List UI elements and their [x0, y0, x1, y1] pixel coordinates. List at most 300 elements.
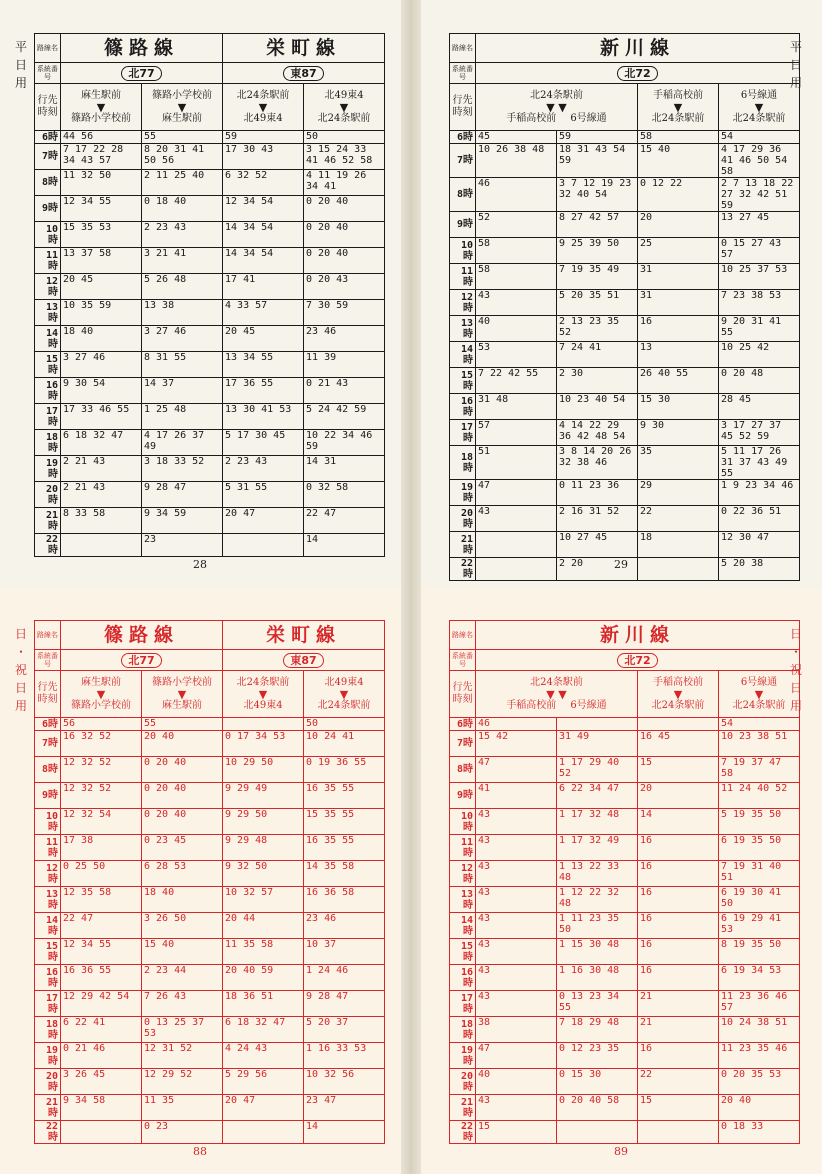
page-number: 88	[193, 1145, 207, 1158]
down-arrow-icon: ▼	[258, 100, 268, 114]
departure-minutes: 9 29 48	[223, 835, 304, 861]
departure-minutes: 15 40	[638, 144, 719, 178]
departure-minutes: 2 7 13 18 22 27 32 42 51 59	[719, 178, 800, 212]
departure-minutes: 53	[476, 342, 557, 368]
departure-minutes: 43	[476, 939, 557, 965]
hour-label: 6時	[450, 718, 476, 731]
departure-minutes: 11 32 50	[61, 170, 142, 196]
departure-minutes: 50	[304, 718, 385, 731]
departure-minutes: 6 19 30 41 50	[719, 887, 800, 913]
departure-minutes: 20 40 59	[223, 965, 304, 991]
book-gutter	[401, 0, 421, 587]
departure-minutes: 9 25 39 50	[557, 238, 638, 264]
down-arrow-icon: ▼ ▼	[546, 687, 567, 701]
destination-pair	[478, 113, 635, 125]
departure-minutes: 46	[476, 718, 557, 731]
departure-minutes: 3 21 41	[142, 248, 223, 274]
destination-stop: 北24条駅前	[317, 112, 371, 124]
departure-minutes: 12 34 55	[61, 939, 142, 965]
departure-minutes: 17 41	[223, 274, 304, 300]
hour-row	[35, 835, 385, 861]
weekday-side-label	[789, 38, 803, 92]
departure-minutes: 9 29 50	[223, 809, 304, 835]
departure-minutes: 13 38	[142, 300, 223, 326]
departure-minutes: 18 31 43 54 59	[557, 144, 638, 178]
departure-minutes: 40	[476, 316, 557, 342]
departure-minutes: 47	[476, 757, 557, 783]
down-arrow-icon: ▼	[96, 687, 106, 701]
departure-minutes: 2 21 43	[61, 456, 142, 482]
departure-minutes: 17 30 43	[223, 144, 304, 170]
departure-minutes: 0 21 43	[304, 378, 385, 404]
origin-stop: 篠路小学校前	[152, 676, 212, 688]
hour-row	[35, 508, 385, 534]
hour-row	[35, 783, 385, 809]
system-number-label: 系統番号	[450, 650, 476, 671]
holiday-side-label	[789, 625, 803, 715]
destination-row	[450, 671, 800, 718]
departure-minutes: 58	[638, 131, 719, 144]
departure-minutes: 12 32 54	[61, 809, 142, 835]
departure-minutes: 0 13 23 34 55	[557, 991, 638, 1017]
departure-minutes: 5 29 56	[223, 1069, 304, 1095]
departure-minutes: 2 23 43	[142, 222, 223, 248]
system-number-label: 系統番号	[35, 650, 61, 671]
departure-minutes: 3 18 33 52	[142, 456, 223, 482]
direction-cell	[719, 671, 800, 718]
hour-label: 16時	[450, 394, 476, 420]
departure-minutes: 0 21 46	[61, 1043, 142, 1069]
system-number-row	[450, 650, 800, 671]
departure-minutes	[223, 1121, 304, 1144]
departure-minutes: 0 20 40	[304, 248, 385, 274]
origin-stop: 北24条駅前	[236, 89, 290, 101]
route-badge-cell	[223, 650, 385, 671]
departure-minutes: 7 19 35 49	[557, 264, 638, 290]
departure-minutes: 0 23	[142, 1121, 223, 1144]
departure-minutes: 7 19 31 40 51	[719, 861, 800, 887]
hour-row	[35, 404, 385, 430]
hour-label: 19時	[35, 1043, 61, 1069]
departure-minutes: 3 26 45	[61, 1069, 142, 1095]
destination-stop: 北49東4	[243, 699, 283, 711]
departure-minutes: 13 30 41 53	[223, 404, 304, 430]
departure-minutes	[61, 1121, 142, 1144]
departure-minutes: 18 40	[61, 326, 142, 352]
departure-minutes: 20	[638, 783, 719, 809]
hour-row	[35, 131, 385, 144]
origin-stop: 北24条駅前	[530, 89, 583, 101]
destination-row	[450, 84, 800, 131]
hour-row	[35, 757, 385, 783]
origin-stop: 篠路小学校前	[152, 89, 212, 101]
line-name: 新川線	[476, 621, 800, 650]
origin-stop: 北49東4	[324, 89, 364, 101]
hour-label: 9時	[450, 783, 476, 809]
destination-stop: 篠路小学校前	[71, 112, 131, 124]
down-arrow-icon: ▼	[673, 687, 683, 701]
departure-minutes: 17 36 55	[223, 378, 304, 404]
hour-label: 14時	[35, 913, 61, 939]
route-name-label: 路線名	[35, 34, 61, 63]
departure-minutes: 9 20 31 41 55	[719, 316, 800, 342]
destination-stop: 北24条駅前	[732, 699, 786, 711]
departure-minutes	[638, 718, 719, 731]
hour-label: 15時	[35, 939, 61, 965]
departure-minutes: 0 20 40 58	[557, 1095, 638, 1121]
departure-minutes: 1 15 30 48	[557, 939, 638, 965]
destination-label: 行先	[37, 95, 58, 106]
departure-minutes: 7 17 22 28 34 43 57	[61, 144, 142, 170]
hour-row	[450, 718, 800, 731]
hour-label: 18時	[450, 1017, 476, 1043]
departure-minutes: 18 36 51	[223, 991, 304, 1017]
departure-minutes: 15 40	[142, 939, 223, 965]
departure-minutes: 16	[638, 965, 719, 991]
departure-minutes: 28 45	[719, 394, 800, 420]
departure-minutes: 12 34 54	[223, 196, 304, 222]
side-char: 日	[789, 627, 802, 641]
destination-stop: 麻生駅前	[162, 699, 202, 711]
departure-minutes: 51	[476, 446, 557, 480]
side-char: 日	[789, 681, 802, 695]
hour-label: 22時	[450, 1121, 476, 1144]
hour-row	[450, 480, 800, 506]
departure-minutes: 43	[476, 913, 557, 939]
departure-minutes	[638, 1121, 719, 1144]
hour-row	[450, 1095, 800, 1121]
departure-minutes: 7 23 38 53	[719, 290, 800, 316]
departure-minutes: 11 23 36 46 57	[719, 991, 800, 1017]
departure-minutes: 8 31 55	[142, 352, 223, 378]
destination-stop: 北24条駅前	[317, 699, 371, 711]
departure-minutes: 1 25 48	[142, 404, 223, 430]
hour-label: 12時	[35, 274, 61, 300]
departure-minutes: 2 13 23 35 52	[557, 316, 638, 342]
departure-minutes: 40	[476, 1069, 557, 1095]
departure-minutes: 11 24 40 52	[719, 783, 800, 809]
departure-minutes: 2 11 25 40	[142, 170, 223, 196]
departure-minutes: 0 20 40	[142, 757, 223, 783]
departure-minutes: 10 23 40 54	[557, 394, 638, 420]
departure-minutes: 1 17 32 49	[557, 835, 638, 861]
destination-label: 行先	[452, 95, 473, 106]
departure-minutes: 0 20 40	[142, 783, 223, 809]
hour-label: 9時	[35, 783, 61, 809]
hour-row	[35, 809, 385, 835]
departure-minutes: 6 22 41	[61, 1017, 142, 1043]
departure-minutes: 10 22 34 46 59	[304, 430, 385, 456]
hour-label: 6時	[35, 718, 61, 731]
hour-row	[35, 456, 385, 482]
departure-minutes: 0 17 34 53	[223, 731, 304, 757]
book-gutter	[401, 587, 421, 1174]
time-label: 時刻	[452, 107, 473, 118]
departure-minutes: 1 16 33 53	[304, 1043, 385, 1069]
destination-stop: 北49東4	[243, 112, 283, 124]
hour-row	[35, 144, 385, 170]
destination-label: 行先	[37, 682, 58, 693]
departure-minutes: 15 30	[638, 394, 719, 420]
departure-minutes: 16	[638, 316, 719, 342]
hour-label: 7時	[35, 144, 61, 170]
hour-label: 17時	[35, 404, 61, 430]
departure-minutes: 20 40	[719, 1095, 800, 1121]
side-char: 日	[14, 627, 27, 641]
departure-minutes: 1 9 23 34 46	[719, 480, 800, 506]
time-label: 時刻	[37, 694, 58, 705]
down-arrow-icon: ▼	[339, 687, 349, 701]
departure-minutes: 1 13 22 33 48	[557, 861, 638, 887]
timetable	[34, 33, 385, 557]
departure-minutes: 25	[638, 238, 719, 264]
departure-minutes: 5 11 17 26 31 37 43 49 55	[719, 446, 800, 480]
weekday-side-label	[14, 38, 28, 92]
departure-minutes: 55	[142, 718, 223, 731]
hour-label: 18時	[450, 446, 476, 480]
departure-minutes: 1 17 32 48	[557, 809, 638, 835]
route-badge: 北77	[121, 653, 161, 668]
departure-minutes: 9 28 47	[142, 482, 223, 508]
direction-cell	[638, 84, 719, 131]
departure-minutes: 11 39	[304, 352, 385, 378]
hour-row	[450, 178, 800, 212]
route-badge-cell	[223, 63, 385, 84]
departure-minutes	[223, 534, 304, 557]
direction-cell	[223, 671, 304, 718]
route-badge-cell	[476, 63, 800, 84]
hour-row	[35, 300, 385, 326]
departure-minutes: 6 22 34 47	[557, 783, 638, 809]
departure-minutes: 0 20 40	[304, 222, 385, 248]
departure-minutes: 8 19 35 50	[719, 939, 800, 965]
departure-minutes: 20 44	[223, 913, 304, 939]
departure-minutes: 20 45	[61, 274, 142, 300]
departure-minutes: 16	[638, 1043, 719, 1069]
departure-minutes: 41	[476, 783, 557, 809]
hour-label: 19時	[35, 456, 61, 482]
departure-minutes: 13 27 45	[719, 212, 800, 238]
departure-minutes: 4 17 26 37 49	[142, 430, 223, 456]
page-number: 29	[614, 558, 628, 571]
departure-minutes: 43	[476, 887, 557, 913]
hour-row	[450, 144, 800, 178]
hour-row	[35, 196, 385, 222]
direction-cell	[304, 84, 385, 131]
departure-minutes: 7 18 29 48	[557, 1017, 638, 1043]
departure-minutes: 1 24 46	[304, 965, 385, 991]
line-name: 栄町線	[223, 621, 385, 650]
hour-label: 17時	[35, 991, 61, 1017]
destination-row	[35, 84, 385, 131]
side-char: ・	[14, 645, 27, 659]
departure-minutes: 12 29 52	[142, 1069, 223, 1095]
departure-minutes: 13	[638, 342, 719, 368]
departure-minutes: 7 24 41	[557, 342, 638, 368]
departure-minutes: 31	[638, 290, 719, 316]
route-name-row	[35, 621, 385, 650]
hour-row	[35, 939, 385, 965]
hour-label: 10時	[450, 238, 476, 264]
departure-minutes: 15	[476, 1121, 557, 1144]
hour-row	[450, 212, 800, 238]
route-badge-cell	[476, 650, 800, 671]
departure-minutes: 5 26 48	[142, 274, 223, 300]
departure-minutes: 14	[304, 1121, 385, 1144]
departure-minutes: 0 25 50	[61, 861, 142, 887]
hour-row	[450, 238, 800, 264]
page-28	[0, 0, 400, 587]
page-88	[0, 587, 400, 1174]
hour-label: 17時	[450, 420, 476, 446]
hour-row	[450, 861, 800, 887]
route-badge: 東87	[283, 66, 323, 81]
hour-label: 22時	[35, 534, 61, 557]
departure-minutes: 12 32 52	[61, 783, 142, 809]
departure-minutes: 3 7 12 19 23 32 40 54	[557, 178, 638, 212]
departure-minutes: 23 46	[304, 913, 385, 939]
hour-label: 11時	[450, 835, 476, 861]
page-number: 89	[614, 1145, 628, 1158]
hour-row	[35, 170, 385, 196]
departure-minutes: 20 47	[223, 508, 304, 534]
departure-minutes: 10 26 38 48	[476, 144, 557, 178]
hour-label: 7時	[35, 731, 61, 757]
hour-label: 13時	[35, 887, 61, 913]
origin-stop: 手稲高校前	[653, 89, 703, 101]
hour-row	[35, 482, 385, 508]
departure-minutes: 14 31	[304, 456, 385, 482]
departure-minutes: 6 19 29 41 53	[719, 913, 800, 939]
hour-label: 14時	[35, 326, 61, 352]
side-char: ・	[789, 645, 802, 659]
hour-row	[35, 274, 385, 300]
hour-row	[450, 264, 800, 290]
departure-minutes: 22 47	[304, 508, 385, 534]
departure-minutes: 15	[638, 757, 719, 783]
departure-minutes: 13 37 58	[61, 248, 142, 274]
departure-minutes: 14 35 58	[304, 861, 385, 887]
side-char: 用	[14, 76, 27, 90]
departure-minutes: 16 35 55	[304, 783, 385, 809]
departure-minutes: 5 17 30 45	[223, 430, 304, 456]
departure-minutes: 0 23 45	[142, 835, 223, 861]
departure-minutes: 20 45	[223, 326, 304, 352]
departure-minutes: 0 20 40	[142, 809, 223, 835]
departure-minutes: 14 34 54	[223, 222, 304, 248]
departure-minutes: 16	[638, 939, 719, 965]
departure-minutes: 0 20 40	[304, 196, 385, 222]
route-badge: 東87	[283, 653, 323, 668]
system-number-label: 系統番号	[35, 63, 61, 84]
destination-label: 行先	[452, 682, 473, 693]
departure-minutes: 9 29 49	[223, 783, 304, 809]
departure-minutes: 58	[476, 238, 557, 264]
page-89	[421, 587, 821, 1174]
departure-minutes: 8 33 58	[61, 508, 142, 534]
departure-minutes: 2 20	[557, 558, 638, 581]
departure-minutes: 22 47	[61, 913, 142, 939]
hour-row	[450, 939, 800, 965]
departure-minutes: 3 8 14 20 26 32 38 46	[557, 446, 638, 480]
departure-minutes: 0 22 36 51	[719, 506, 800, 532]
route-name-row	[35, 34, 385, 63]
departure-minutes: 1 12 22 32 48	[557, 887, 638, 913]
hour-row	[35, 430, 385, 456]
hour-row	[35, 326, 385, 352]
departure-minutes: 43	[476, 991, 557, 1017]
departure-minutes: 10 24 38 51	[719, 1017, 800, 1043]
origin-stop: 北24条駅前	[530, 676, 583, 688]
departure-minutes: 11 35	[142, 1095, 223, 1121]
time-label: 時刻	[452, 694, 473, 705]
line-name: 新川線	[476, 34, 800, 63]
departure-minutes: 0 32 58	[304, 482, 385, 508]
hour-row	[450, 420, 800, 446]
departure-minutes: 16	[638, 913, 719, 939]
departure-minutes: 7 30 59	[304, 300, 385, 326]
timetable	[449, 33, 800, 581]
hour-label: 6時	[450, 131, 476, 144]
route-badge: 北77	[121, 66, 161, 81]
departure-minutes: 14	[304, 534, 385, 557]
direction-cell	[61, 84, 142, 131]
hour-row	[35, 861, 385, 887]
hour-row	[450, 1043, 800, 1069]
departure-minutes: 38	[476, 1017, 557, 1043]
hour-label: 15時	[450, 368, 476, 394]
origin-stop: 麻生駅前	[81, 89, 121, 101]
departure-minutes: 56	[61, 718, 142, 731]
departure-minutes: 58	[476, 264, 557, 290]
hour-label: 16時	[35, 965, 61, 991]
departure-minutes: 3 17 27 37 45 52 59	[719, 420, 800, 446]
departure-minutes: 2 23 43	[223, 456, 304, 482]
hour-row	[35, 248, 385, 274]
departure-minutes: 10 24 41	[304, 731, 385, 757]
hour-row	[450, 131, 800, 144]
timetable	[449, 620, 800, 1144]
side-char: 用	[789, 699, 802, 713]
departure-minutes: 22	[638, 1069, 719, 1095]
origin-stop: 6号線通	[740, 89, 778, 101]
departure-minutes: 21	[638, 1017, 719, 1043]
hour-label: 22時	[35, 1121, 61, 1144]
departure-minutes: 1 11 23 35 50	[557, 913, 638, 939]
departure-minutes: 47	[476, 1043, 557, 1069]
departure-minutes: 9 32 50	[223, 861, 304, 887]
down-arrow-icon: ▼	[96, 100, 106, 114]
line-name: 篠路線	[61, 34, 223, 63]
down-arrow-icon: ▼	[754, 100, 764, 114]
departure-minutes: 2 23 44	[142, 965, 223, 991]
departure-minutes: 10 29 50	[223, 757, 304, 783]
departure-minutes: 31 48	[476, 394, 557, 420]
route-name-label: 路線名	[35, 621, 61, 650]
system-number-row	[450, 63, 800, 84]
hour-row	[450, 1121, 800, 1144]
hour-label: 16時	[450, 965, 476, 991]
departure-minutes: 9 28 47	[304, 991, 385, 1017]
hour-row	[450, 783, 800, 809]
down-arrow-icon: ▼	[754, 687, 764, 701]
hour-label: 20時	[450, 506, 476, 532]
direction-cell	[61, 671, 142, 718]
side-char: 祝	[14, 663, 27, 677]
departure-minutes: 20 47	[223, 1095, 304, 1121]
departure-minutes: 6 18 32 47	[223, 1017, 304, 1043]
destination-time-label	[35, 84, 61, 131]
